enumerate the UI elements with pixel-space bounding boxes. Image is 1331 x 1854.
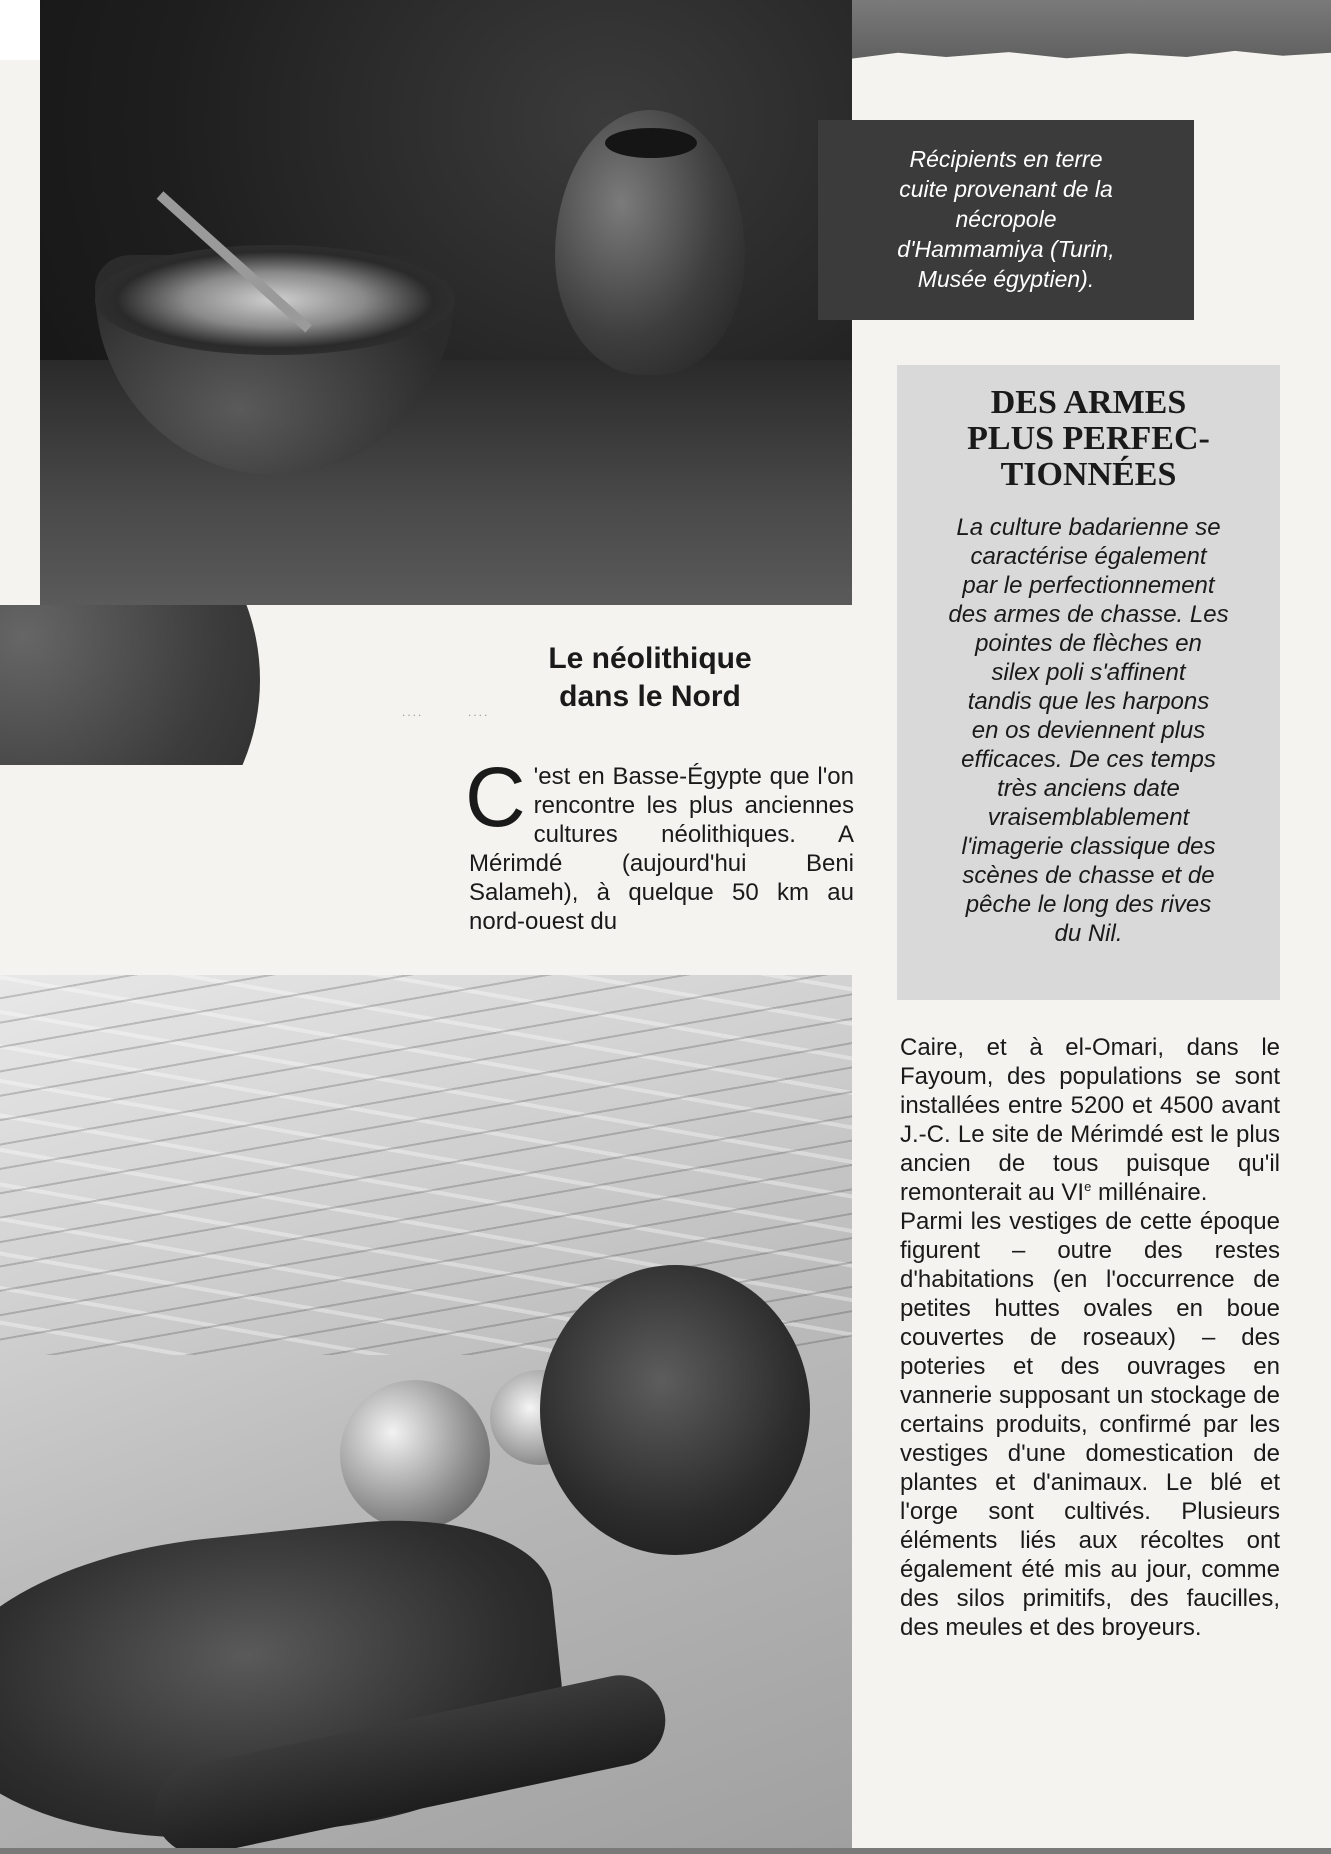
sidebar-line: vraisemblablement xyxy=(987,804,1190,831)
sidebar-line: par le perfectionnement xyxy=(962,572,1215,599)
article-p1-text: Caire, et à el-Omari, dans le Fayoum, des populations se sont installées entre 5200 et 4500 avant J.-C. Le site de Mérimdé est le plus ancien de tous puisque qu'il remonterait au VI xyxy=(900,1034,1280,1206)
article-left-text: 'est en Basse-Égypte que l'on rencontre les plus anciennes cultures néolithiques. A Mérimdé (aujourd'hui Beni Salameh), à quelque 50 km au nord-ouest du xyxy=(469,763,854,935)
disc-shape xyxy=(0,605,260,765)
sidebar-line: des armes de chasse. Les xyxy=(948,601,1229,628)
sidebar-line: La culture badarienne se xyxy=(956,514,1221,541)
sidebar-line: silex poli s'affinent xyxy=(991,659,1186,686)
sidebar-line: scènes de chasse et de xyxy=(962,862,1215,889)
article-paragraph xyxy=(900,1033,1280,1207)
caption-line: Musée égyptien). xyxy=(917,266,1095,292)
article-right-column xyxy=(900,1033,1280,1642)
sidebar-line: du Nil. xyxy=(1054,920,1123,947)
sidebar-title-line: DES ARMES xyxy=(990,384,1187,421)
sidebar-line: l'imagerie classique des xyxy=(961,833,1216,860)
drop-cap: C xyxy=(465,750,526,844)
bottom-border xyxy=(0,1848,1331,1854)
sidebar-line: en os deviennent plus xyxy=(971,717,1206,744)
sidebar-line: pêche le long des rives xyxy=(965,891,1212,918)
disc-object xyxy=(0,605,262,765)
sidebar-body xyxy=(919,513,1258,948)
caption-line: Récipients en terre xyxy=(909,146,1103,172)
caption-line: nécropole xyxy=(955,206,1057,232)
sidebar-title xyxy=(919,385,1258,493)
sidebar-line: très anciens date xyxy=(997,775,1180,802)
burial-pot xyxy=(340,1380,490,1530)
photo-pottery xyxy=(40,0,852,605)
sidebar-box xyxy=(897,365,1280,1000)
dots-right: .... xyxy=(468,705,490,719)
section-heading xyxy=(480,640,820,716)
article-left-column xyxy=(465,750,854,936)
section-heading-line: dans le Nord xyxy=(559,680,741,713)
sidebar-line: caractérise également xyxy=(970,543,1207,570)
sidebar-line: tandis que les harpons xyxy=(967,688,1210,715)
sidebar-line: pointes de flèches en xyxy=(975,630,1202,657)
caption-line: cuite provenant de la xyxy=(899,176,1113,202)
article-p1-end: millénaire. xyxy=(1091,1179,1208,1206)
top-left-margin xyxy=(0,0,40,60)
section-heading-line: Le néolithique xyxy=(548,642,752,675)
mummified-head xyxy=(540,1265,810,1555)
sidebar-title-line: TIONNÉES xyxy=(1000,456,1177,493)
clay-jar-mouth xyxy=(605,128,697,158)
sidebar-title-line: PLUS PERFEC- xyxy=(967,420,1210,457)
dots-left: .... xyxy=(402,705,424,719)
caption-line: d'Hammamiya (Turin, xyxy=(897,236,1115,262)
photo-caption xyxy=(818,120,1194,320)
sidebar-line: efficaces. De ces temps xyxy=(961,746,1216,773)
photo-burial xyxy=(0,975,852,1854)
superscript: e xyxy=(1084,1179,1092,1194)
top-torn-band xyxy=(850,0,1331,62)
article-paragraph: Parmi les vestiges de cette époque figurent – outre des restes d'habitations (en l'occurrence de petites huttes ovales en boue couvertes de roseaux) – des poteries et des ouvrages en vannerie supposant un stockage de certains produits, confirmé par les vestiges d'une domestication de plantes et d'animaux. Le blé et l'orge sont cultivés. Plusieurs éléments liés aux récoltes ont également été mis au jour, comme des silos primitifs, des faucilles, des meules et des broyeurs. xyxy=(900,1208,1280,1641)
